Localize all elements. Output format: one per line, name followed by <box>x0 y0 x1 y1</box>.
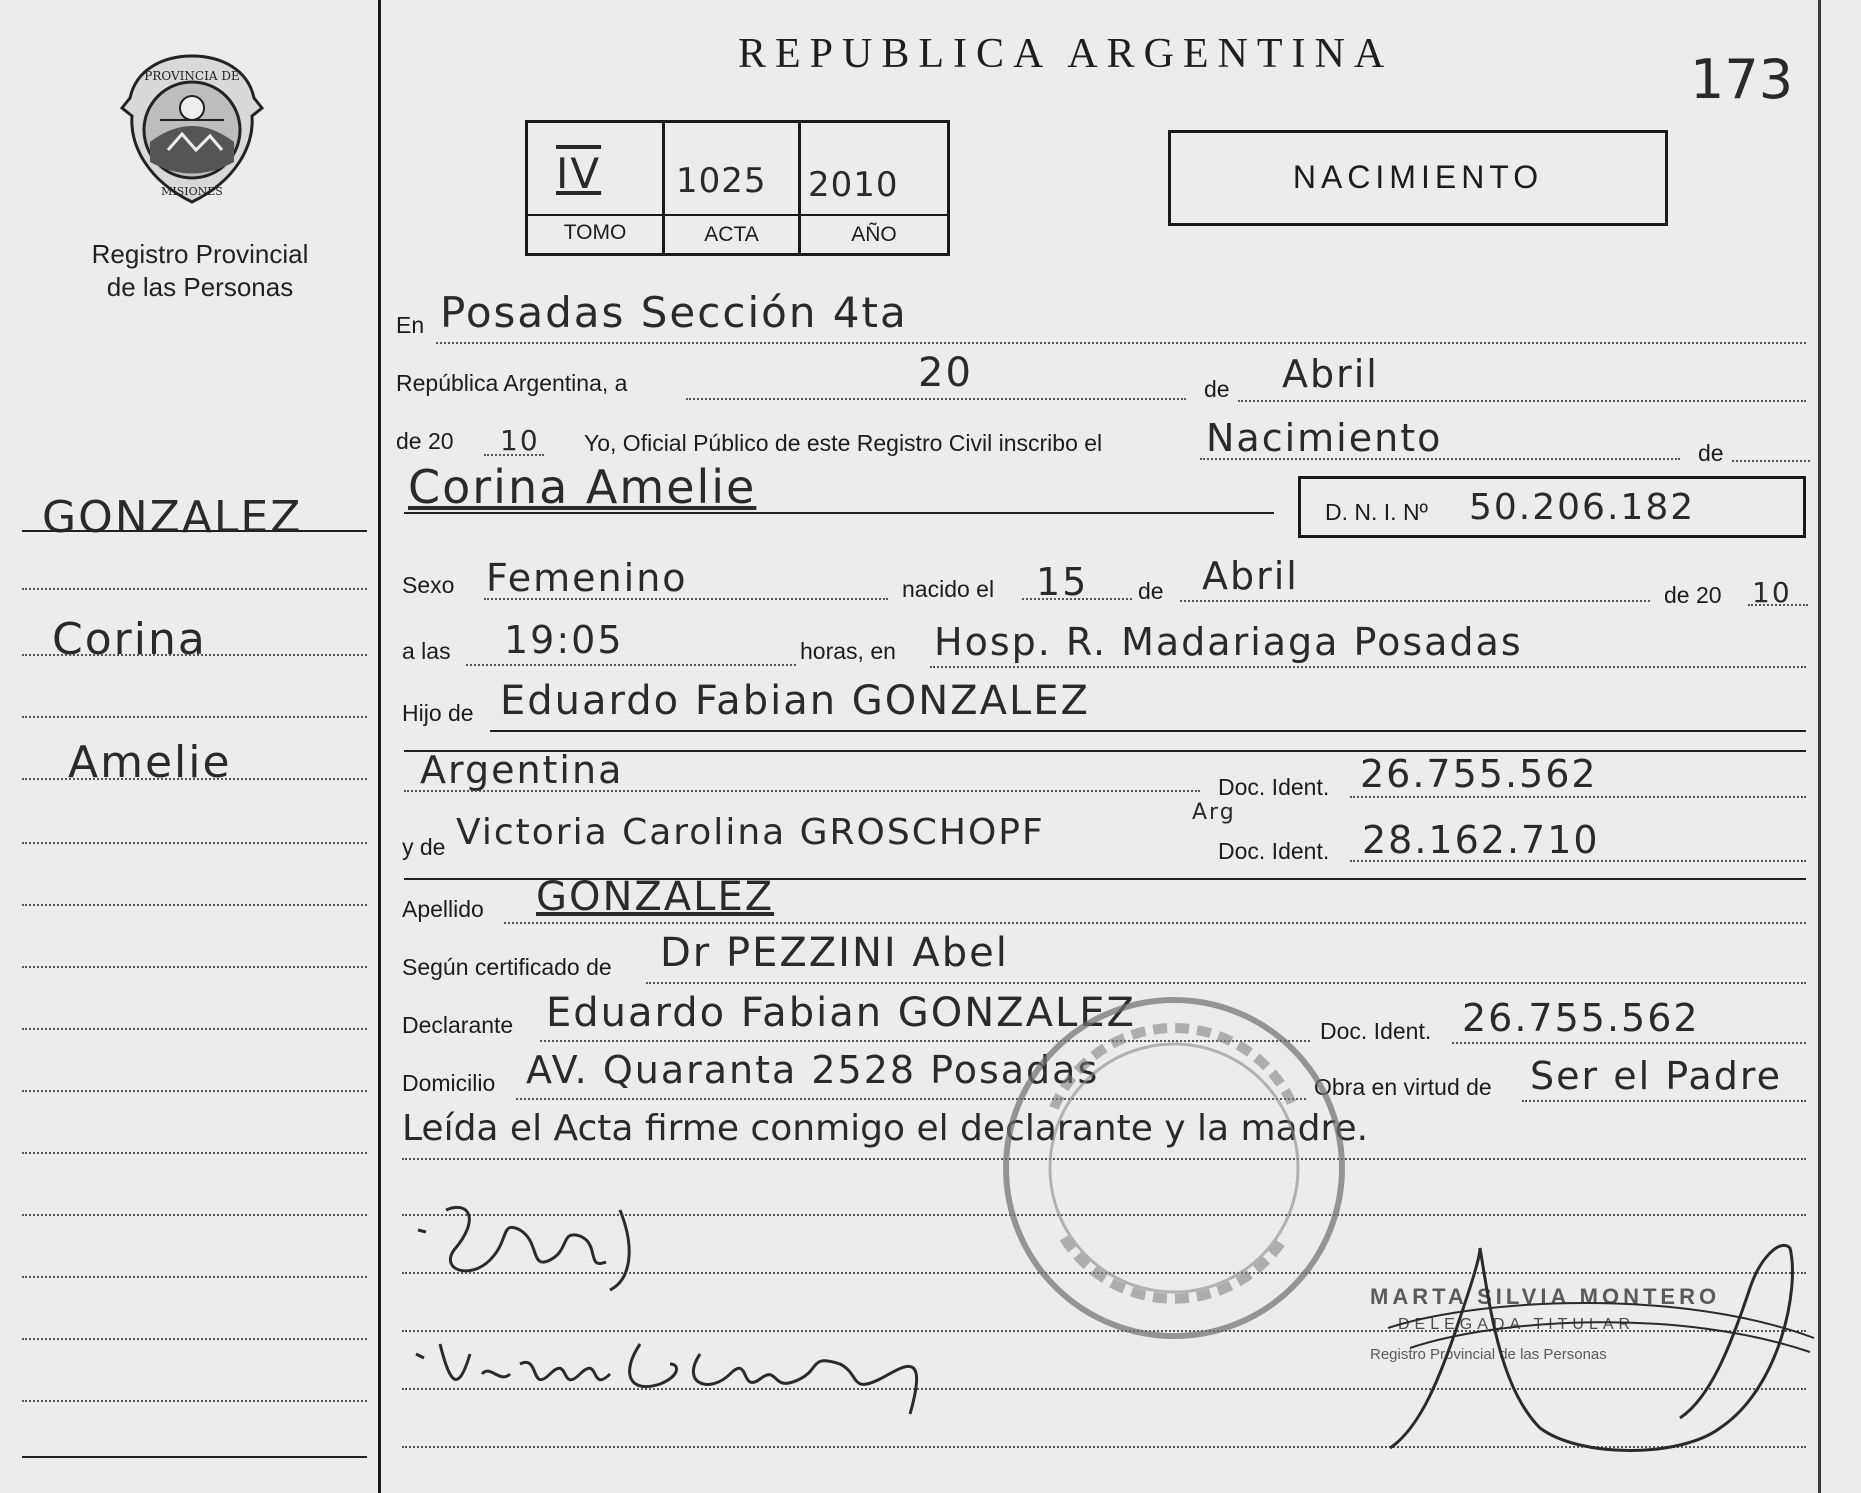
anio-label: AÑO <box>851 223 897 246</box>
record-type: NACIMIENTO <box>1292 159 1544 195</box>
child-name: Corina Amelie <box>408 460 757 514</box>
birth-month: Abril <box>1202 554 1299 598</box>
page-number: 173 <box>1690 48 1794 111</box>
mother-name: Victoria Carolina GROSCHOPF <box>456 812 1045 853</box>
sexo-label: Sexo <box>402 572 455 598</box>
official-office: Registro Provincial de las Personas <box>1370 1346 1607 1363</box>
sexo-value: Femenino <box>486 556 688 600</box>
republica-label: República Argentina, a <box>396 370 628 396</box>
domicilio-value: AV. Quaranta 2528 Posadas <box>526 1048 1100 1092</box>
inscribo-label: Yo, Oficial Público de este Registro Civil inscribo el <box>584 430 1103 456</box>
domicilio-label: Domicilio <box>402 1070 496 1096</box>
mother-nationality: Arg <box>1192 800 1236 825</box>
acta-value: 1025 <box>676 161 767 201</box>
declarante-label: Declarante <box>402 1012 514 1038</box>
country-title: REPUBLICA ARGENTINA <box>738 31 1394 77</box>
official-signature-icon <box>1380 1228 1820 1468</box>
alas-label: a las <box>402 638 451 664</box>
father-nationality: Argentina <box>420 748 624 792</box>
declarante-doc: 26.755.562 <box>1462 996 1700 1040</box>
year-suffix: 10 <box>500 424 540 457</box>
record-type-box <box>1168 130 1668 226</box>
margin-second-name: Amelie <box>68 737 232 788</box>
obra-label: Obra en virtud de <box>1314 1074 1492 1100</box>
anio-value: 2010 <box>808 165 899 205</box>
mother-doc: 28.162.710 <box>1362 818 1600 862</box>
birth-year-suffix: 10 <box>1752 576 1792 609</box>
horas-label: horas, en <box>800 638 896 664</box>
certificado-value: Dr PEZZINI Abel <box>660 930 1009 976</box>
doc-label-2: Doc. Ident. <box>1218 838 1330 864</box>
mother-signature-icon <box>410 1324 970 1424</box>
certificado-label: Según certificado de <box>402 954 612 980</box>
month-value: Abril <box>1282 352 1379 396</box>
place-value: Posadas Sección 4ta <box>440 288 908 337</box>
yde-label: y de <box>402 834 446 860</box>
registry-line-2: de las Personas <box>106 272 294 302</box>
de-label-2: de <box>1698 440 1724 466</box>
en-label: En <box>396 312 425 338</box>
apellido-value: GONZALEZ <box>536 874 775 920</box>
father-signature-icon <box>410 1190 700 1300</box>
official-name: MARTA SILVIA MONTERO <box>1370 1284 1721 1309</box>
margin-first-name: Corina <box>52 614 207 665</box>
registry-stamp-icon <box>994 988 1354 1348</box>
birth-day: 15 <box>1036 560 1089 604</box>
seal-top-text: PROVINCIA DE <box>144 69 240 83</box>
obra-value: Ser el Padre <box>1530 1054 1782 1098</box>
column-divider <box>378 0 381 1493</box>
dni-box <box>1298 476 1806 538</box>
declarante-value: Eduardo Fabian GONZALEZ <box>546 990 1136 1036</box>
registration-table <box>525 120 950 256</box>
birth-place: Hosp. R. Madariaga Posadas <box>934 620 1523 664</box>
de-label: de <box>1204 376 1230 402</box>
hijo-label: Hijo de <box>402 700 474 726</box>
event-value: Nacimiento <box>1206 416 1443 460</box>
acta-label: ACTA <box>704 223 759 246</box>
doc-label-3: Doc. Ident. <box>1320 1018 1432 1044</box>
father-doc: 26.755.562 <box>1360 752 1598 796</box>
doc-label: Doc. Ident. <box>1218 774 1330 800</box>
tomo-value: IV <box>556 149 602 198</box>
day-value: 20 <box>918 350 973 396</box>
registry-name <box>0 238 400 304</box>
seal-bottom-text: MISIONES <box>161 185 223 198</box>
dni-label: D. N. I. Nº <box>1325 499 1428 525</box>
nacido-label: nacido el <box>902 576 995 602</box>
year-prefix: de 20 <box>396 428 454 454</box>
margin-column <box>0 0 378 1493</box>
de-label-3: de <box>1138 578 1164 604</box>
apellido-label: Apellido <box>402 896 484 922</box>
closing-statement: Leída el Acta firme conmigo el declarante y la madre. <box>402 1108 1369 1149</box>
birth-time: 19:05 <box>504 618 624 662</box>
registry-line-1: Registro Provincial <box>91 239 309 269</box>
father-name: Eduardo Fabian GONZALEZ <box>500 678 1090 724</box>
dni-value: 50.206.182 <box>1469 487 1696 528</box>
birth-year-prefix: de 20 <box>1664 582 1722 608</box>
official-title: DELEGADA TITULAR <box>1398 1316 1636 1333</box>
tomo-label: TOMO <box>563 221 627 244</box>
margin-surname: GONZALEZ <box>42 492 303 543</box>
misiones-seal-icon <box>112 50 272 210</box>
